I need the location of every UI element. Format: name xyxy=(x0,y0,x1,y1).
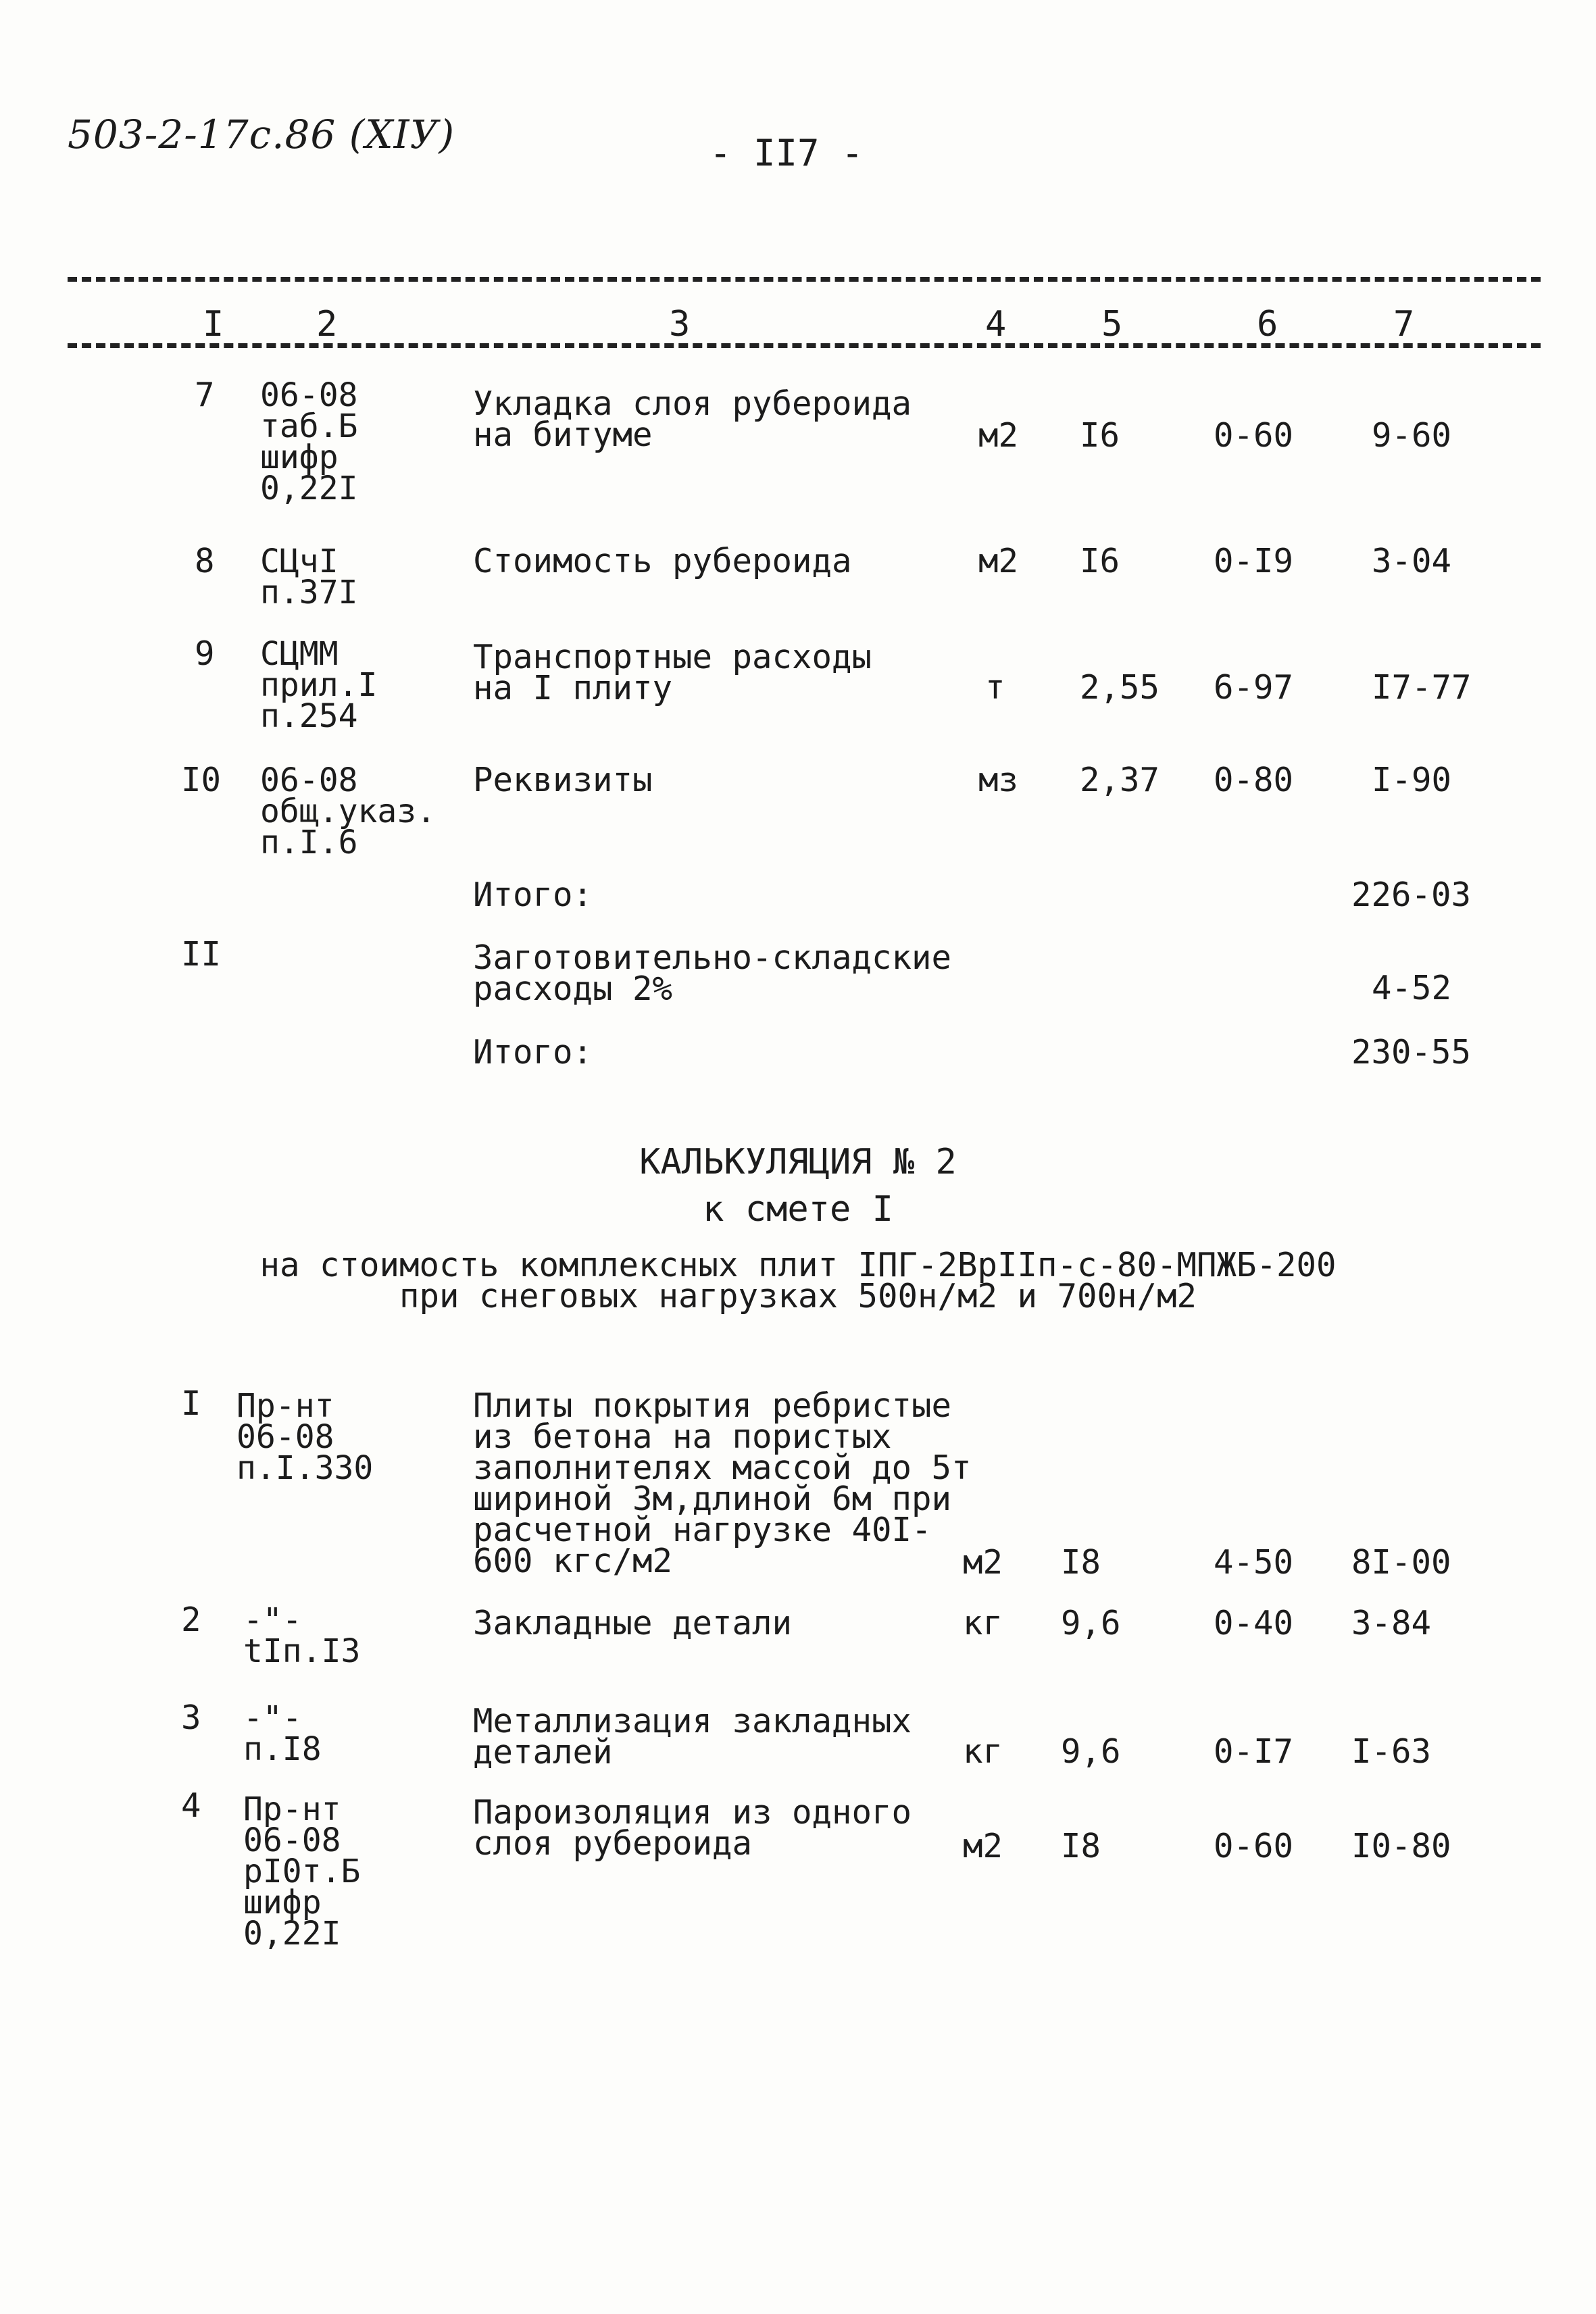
unit-price: 0-60 xyxy=(1214,416,1294,455)
unit-price: 0-80 xyxy=(1214,761,1294,799)
header-top-rule xyxy=(68,277,1541,282)
total-cost: 8I-00 xyxy=(1351,1543,1451,1582)
total-cost: I-63 xyxy=(1351,1732,1432,1771)
work-name: Пароизоляция из одного слоя рубероида xyxy=(473,1793,912,1863)
total-cost: 3-04 xyxy=(1372,542,1452,580)
quantity: 9,6 xyxy=(1061,1604,1121,1642)
quantity: I6 xyxy=(1080,416,1120,455)
column-number-1: I xyxy=(203,304,224,345)
row-number: 8 xyxy=(195,542,215,580)
work-name: Закладные детали xyxy=(473,1604,793,1642)
row-number: 4 xyxy=(181,1786,201,1825)
norm-code: СЦММ прил.I п.254 xyxy=(260,635,378,735)
quantity: 9,6 xyxy=(1061,1732,1121,1771)
unit: мз xyxy=(978,761,1019,799)
quantity: 2,55 xyxy=(1080,668,1160,707)
document-code: 503-2-17с.86 (XIУ) xyxy=(68,111,455,157)
calculation-title: КАЛЬКУЛЯЦИЯ № 2 xyxy=(639,1142,957,1182)
unit: м2 xyxy=(978,416,1019,455)
calculation-subtitle: к смете I xyxy=(703,1189,893,1230)
work-name: Металлизация закладных деталей xyxy=(473,1702,912,1771)
row-number: 3 xyxy=(181,1699,201,1737)
column-number-5: 5 xyxy=(1101,304,1123,345)
total-cost: 9-60 xyxy=(1372,416,1452,455)
page-number: - II7 - xyxy=(709,132,864,174)
row-number: I0 xyxy=(181,761,222,799)
norm-code: СЦчI п.37I xyxy=(260,543,358,611)
norm-code: 06-08 общ.указ. п.I.6 xyxy=(260,761,437,861)
column-number-2: 2 xyxy=(316,304,338,345)
quantity: I6 xyxy=(1080,542,1120,580)
column-number-6: 6 xyxy=(1257,304,1278,345)
work-name: Реквизиты xyxy=(473,761,653,799)
total-cost: I-90 xyxy=(1372,761,1452,799)
unit-price: 0-40 xyxy=(1214,1604,1294,1642)
overhead-name: Заготовительно-складские расходы 2% xyxy=(473,938,952,1008)
unit-price: 0-I9 xyxy=(1214,542,1294,580)
unit: т xyxy=(985,668,1005,707)
work-name: Транспортные расходы на I плиту xyxy=(473,638,872,707)
row-number: II xyxy=(181,935,222,974)
row-number: I xyxy=(181,1384,201,1423)
column-number-7: 7 xyxy=(1393,304,1415,345)
total-label: Итого: xyxy=(473,1033,593,1072)
unit: м2 xyxy=(963,1543,1003,1582)
unit: кг xyxy=(963,1732,1003,1771)
row-number: 7 xyxy=(195,376,215,414)
total-cost: 3-84 xyxy=(1351,1604,1432,1642)
norm-code: 06-08 таб.Б шифр 0,22I xyxy=(260,376,358,507)
unit-price: 6-97 xyxy=(1214,668,1294,707)
norm-code: Пр-нт 06-08 п.I.330 xyxy=(236,1387,374,1487)
quantity: I8 xyxy=(1061,1543,1101,1582)
subtotal-value: 226-03 xyxy=(1351,876,1472,914)
unit-price: 4-50 xyxy=(1214,1543,1294,1582)
total-value: 230-55 xyxy=(1351,1033,1472,1072)
total-cost: I0-80 xyxy=(1351,1827,1451,1865)
norm-code: Пр-нт 06-08 pI0т.Б шифр 0,22I xyxy=(243,1790,361,1953)
work-name: Стоимость рубероида xyxy=(473,542,852,580)
subtotal-label: Итого: xyxy=(473,876,593,914)
unit: м2 xyxy=(963,1827,1003,1865)
quantity: 2,37 xyxy=(1080,761,1160,799)
column-number-4: 4 xyxy=(985,304,1007,345)
unit-price: 0-60 xyxy=(1214,1827,1294,1865)
norm-code: -"- tIп.I3 xyxy=(243,1601,361,1670)
calculation-loads: при снеговых нагрузках 500н/м2 и 700н/м2 xyxy=(399,1277,1197,1315)
norm-code: -"- п.I8 xyxy=(243,1699,322,1768)
unit: м2 xyxy=(978,542,1019,580)
calculation-description: на стоимость комплексных плит IПГ-2ВрIIп-с-80-МПЖБ-200 xyxy=(259,1246,1337,1284)
work-name: Плиты покрытия ребристые из бетона на пористых заполнителях массой до 5т шириной 3м,длиной 6м при расчетной нагрузке 40I- 600 кгс/м2 xyxy=(473,1386,972,1580)
quantity: I8 xyxy=(1061,1827,1101,1865)
work-name: Укладка слоя рубероида на битуме xyxy=(473,384,912,454)
row-number: 2 xyxy=(181,1601,201,1639)
total-cost: I7-77 xyxy=(1372,668,1472,707)
unit: кг xyxy=(963,1604,1003,1642)
overhead-value: 4-52 xyxy=(1372,969,1452,1007)
row-number: 9 xyxy=(195,634,215,673)
header-bottom-rule xyxy=(68,343,1541,348)
column-number-3: 3 xyxy=(669,304,691,345)
unit-price: 0-I7 xyxy=(1214,1732,1294,1771)
